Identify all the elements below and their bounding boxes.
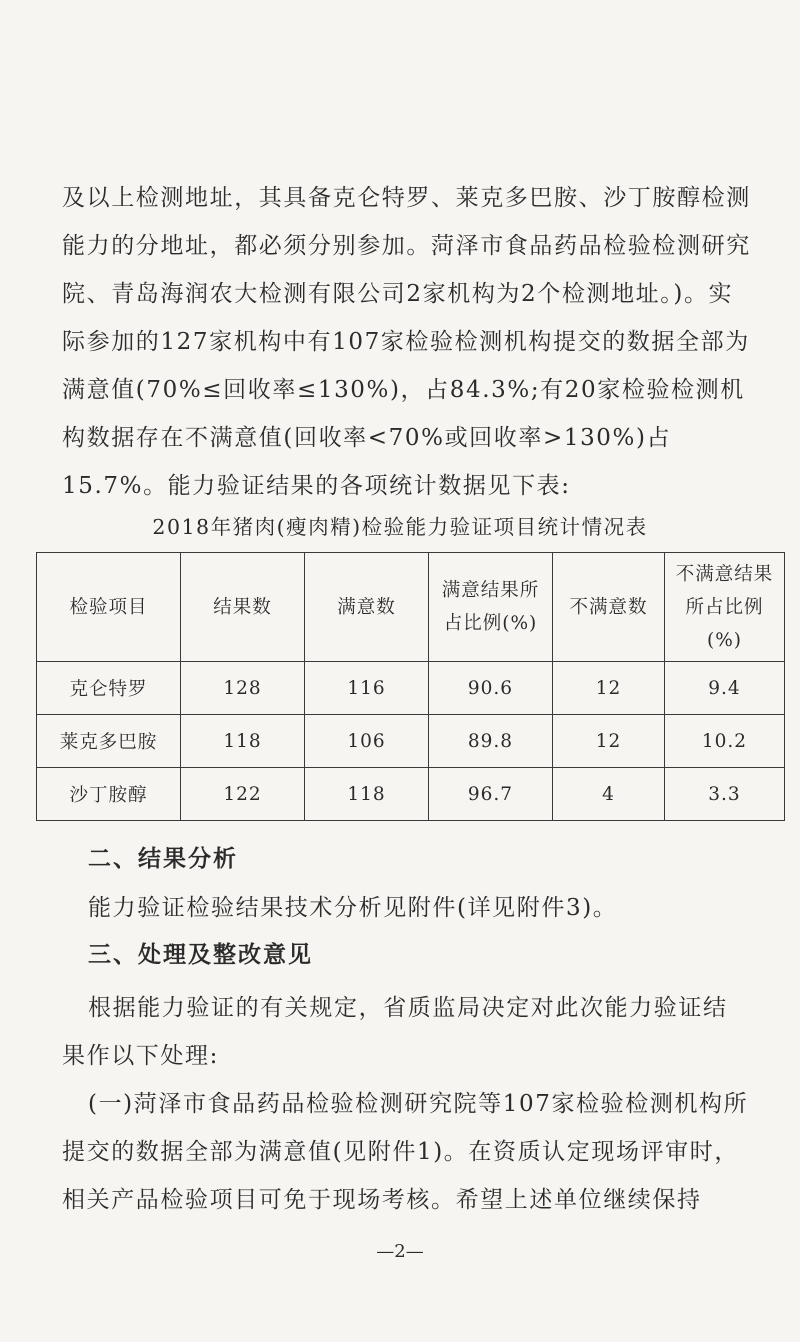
table-cell: 4 <box>553 768 665 821</box>
section-heading-result-analysis: 二、结果分析 <box>88 846 238 872</box>
header-unsatisfactory: 不满意数 <box>553 553 665 662</box>
table-cell: 12 <box>553 662 665 715</box>
table-cell: 89.8 <box>429 715 553 768</box>
table-cell: 莱克多巴胺 <box>37 715 181 768</box>
header-item: 检验项目 <box>37 553 181 662</box>
paragraph-analysis: 能力验证检验结果技术分析见附件(详见附件3)。 <box>88 895 618 921</box>
header-results: 结果数 <box>181 553 305 662</box>
statistics-table <box>36 552 785 821</box>
table-cell: 9.4 <box>665 662 785 715</box>
table-cell: 3.3 <box>665 768 785 821</box>
table-cell: 12 <box>553 715 665 768</box>
table-cell: 122 <box>181 768 305 821</box>
table-header-row <box>37 553 785 662</box>
table-row <box>37 768 785 821</box>
paragraph-item-1: (一)菏泽市食品药品检验检测研究院等107家检验检测机构所提交的数据全部为满意值(见附件1)。在资质认定现场评审时，相关产品检验项目可免于现场考核。希望上述单位继续保持 <box>62 1091 749 1213</box>
section-heading-handling: 三、处理及整改意见 <box>88 942 313 968</box>
table-cell: 沙丁胺醇 <box>37 768 181 821</box>
paragraph-proficiency-results: 及以上检测地址，其具备克仑特罗、莱克多巴胺、沙丁胺醇检测能力的分地址，都必须分别参加。菏泽市食品药品检验检测研究院、青岛海润农大检测有限公司2家机构为2个检测地址。)。实际参加的127家机构中有107家检验检测机构提交的数据全部为满意值(70%≤回收率≤130%)，占84.3%;有20家检验检测机构数据存在不满意值(回收率<70%或回收率>130%)占15.7%。能力验证结果的各项统计数据见下表: <box>62 185 751 499</box>
page-number: —2— <box>376 1241 424 1262</box>
table-cell: 118 <box>181 715 305 768</box>
table-row <box>37 662 785 715</box>
table-row <box>37 715 785 768</box>
paragraph-handling: 根据能力验证的有关规定，省质监局决定对此次能力验证结果作以下处理: <box>62 995 728 1069</box>
table-cell: 90.6 <box>429 662 553 715</box>
table-cell: 10.2 <box>665 715 785 768</box>
table-cell: 106 <box>305 715 429 768</box>
header-unsatisfactory-ratio: 不满意结果所占比例(%) <box>665 553 785 662</box>
header-satisfactory: 满意数 <box>305 553 429 662</box>
table-cell: 118 <box>305 768 429 821</box>
table-cell: 96.7 <box>429 768 553 821</box>
table-caption: 2018年猪肉(瘦肉精)检验能力验证项目统计情况表 <box>152 515 648 539</box>
header-satisfactory-ratio: 满意结果所占比例(%) <box>429 553 553 662</box>
table-cell: 128 <box>181 662 305 715</box>
table-cell: 116 <box>305 662 429 715</box>
table-cell: 克仑特罗 <box>37 662 181 715</box>
